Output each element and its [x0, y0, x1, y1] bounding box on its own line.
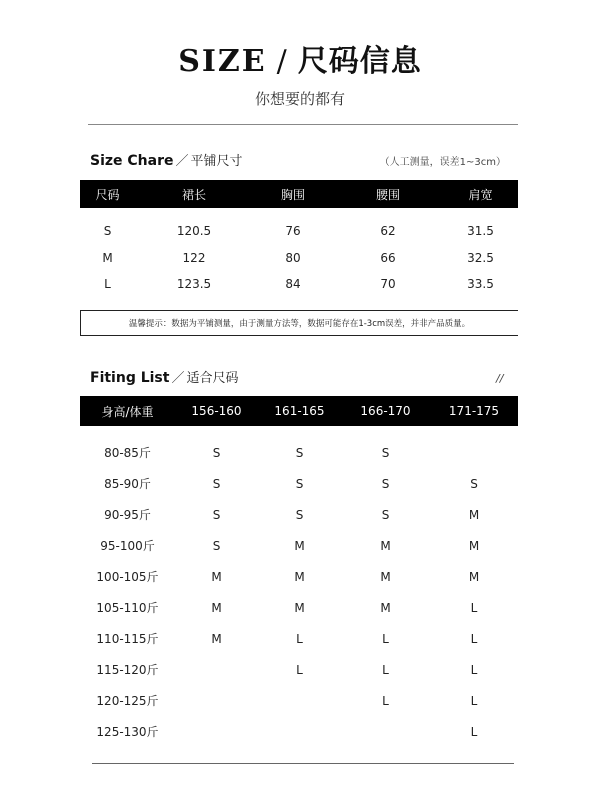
table-cell: S: [470, 476, 478, 491]
fitting-list-header: [80, 396, 518, 426]
size-row: [80, 245, 518, 272]
table-cell: 100-105斤: [96, 570, 159, 584]
table-cell: S: [295, 507, 304, 522]
top-divider: [88, 124, 518, 125]
size-chart-header: [80, 180, 518, 208]
table-cell: 105-110斤: [96, 601, 159, 615]
page-title: [0, 36, 600, 80]
table-cell: M: [294, 569, 305, 584]
table-cell: M: [380, 538, 391, 553]
table-cell: S: [212, 538, 221, 553]
size-row: [80, 218, 518, 245]
size-row: [80, 271, 518, 298]
table-cell: M: [294, 600, 305, 615]
table-cell: 125-130斤: [96, 725, 159, 739]
fitting-row: [80, 716, 518, 747]
fitting-row: [80, 561, 518, 592]
table-cell: 66: [380, 250, 396, 265]
table-cell: L: [470, 724, 478, 739]
size-tip-box: 温馨提示：数据为平铺测量，由于测量方法等，数据可能存在1-3cm误差，并非产品质量。: [80, 310, 518, 336]
table-cell: S: [381, 445, 390, 460]
table-cell: 85-90斤: [104, 477, 151, 491]
table-cell: L: [296, 631, 303, 646]
size-chart-col-shoulder: 肩宽: [468, 187, 493, 202]
title-en: SIZE: [178, 44, 267, 79]
table-cell: 110-115斤: [96, 632, 159, 646]
fitting-row: [80, 592, 518, 623]
fitting-list-heading-slash: ／: [171, 371, 185, 386]
table-cell: M: [211, 600, 222, 615]
table-cell: 95-100斤: [100, 539, 155, 553]
table-cell: S: [295, 476, 304, 491]
table-cell: 62: [380, 224, 396, 239]
table-cell: S: [212, 445, 221, 460]
table-cell: 80: [285, 250, 301, 265]
table-cell: L: [470, 631, 478, 646]
size-chart-heading-slash: ／: [175, 154, 189, 169]
fitting-row: [80, 468, 518, 499]
title-cn: 尺码信息: [297, 44, 422, 79]
table-cell: 32.5: [467, 250, 494, 265]
fitting-col-height-weight: 身高/体重: [101, 404, 154, 419]
fitting-row: [80, 437, 518, 468]
table-cell: M: [211, 631, 222, 646]
table-cell: S: [212, 507, 221, 522]
measure-note: （人工测量，误差1~3cm）: [379, 157, 506, 168]
fitting-row: [80, 499, 518, 530]
table-cell: L: [382, 693, 389, 708]
decorative-marks: //: [496, 372, 504, 385]
table-cell: 90-95斤: [104, 508, 151, 522]
fitting-list-heading-en: Fiting List: [90, 370, 170, 386]
table-cell: 123.5: [176, 277, 212, 292]
table-cell: L: [296, 662, 303, 677]
table-cell: S: [381, 476, 390, 491]
table-cell: M: [468, 507, 480, 522]
fitting-col-161-165: 161-165: [274, 404, 325, 418]
table-cell: 120.5: [176, 224, 212, 239]
table-cell: S: [381, 507, 390, 522]
fitting-list-heading-cn: 适合尺码: [186, 371, 239, 386]
fitting-col-156-160: 156-160: [191, 404, 242, 418]
fitting-row: [80, 623, 518, 654]
fitting-row: [80, 530, 518, 561]
table-cell: 33.5: [467, 277, 494, 292]
fitting-row: [80, 685, 518, 716]
table-cell: 120-125斤: [96, 694, 159, 708]
table-cell: L: [470, 600, 478, 615]
fitting-row: [80, 654, 518, 685]
table-cell: M: [380, 600, 391, 615]
size-chart-heading-en: Size Chare: [90, 153, 174, 169]
table-cell: 84: [285, 277, 301, 292]
table-cell: S: [212, 476, 221, 491]
table-cell: M: [468, 538, 480, 553]
table-cell: 80-85斤: [104, 446, 151, 460]
table-cell: L: [382, 662, 389, 677]
table-cell: 31.5: [467, 224, 494, 239]
table-cell: M: [468, 569, 480, 584]
size-chart-col-waist: 腰围: [375, 187, 400, 202]
table-cell: M: [102, 250, 113, 265]
page-subtitle: 你想要的都有: [254, 90, 345, 108]
fitting-col-171-175: 171-175: [448, 404, 500, 418]
table-cell: 115-120斤: [96, 663, 159, 677]
table-cell: L: [382, 631, 389, 646]
size-chart-col-size: 尺码: [95, 187, 120, 202]
size-chart-body: [80, 218, 518, 298]
table-cell: S: [295, 445, 304, 460]
table-cell: 122: [182, 250, 206, 265]
size-chart-col-bust: 胸围: [280, 187, 305, 202]
fitting-list-body: [80, 437, 518, 747]
table-cell: 70: [380, 277, 396, 292]
table-cell: M: [211, 569, 222, 584]
bottom-divider: [92, 763, 514, 764]
table-cell: S: [103, 224, 112, 239]
table-cell: L: [104, 277, 111, 292]
table-cell: L: [470, 693, 478, 708]
size-chart-heading-cn: 平铺尺寸: [190, 154, 243, 169]
size-chart-heading: [90, 150, 243, 169]
table-cell: L: [470, 662, 478, 677]
table-cell: 76: [285, 224, 301, 239]
title-separator: /: [276, 44, 288, 79]
table-cell: M: [294, 538, 305, 553]
fitting-list-heading: [90, 367, 239, 386]
fitting-col-166-170: 166-170: [360, 404, 411, 418]
size-chart-col-length: 裙长: [181, 187, 206, 202]
table-cell: M: [380, 569, 391, 584]
